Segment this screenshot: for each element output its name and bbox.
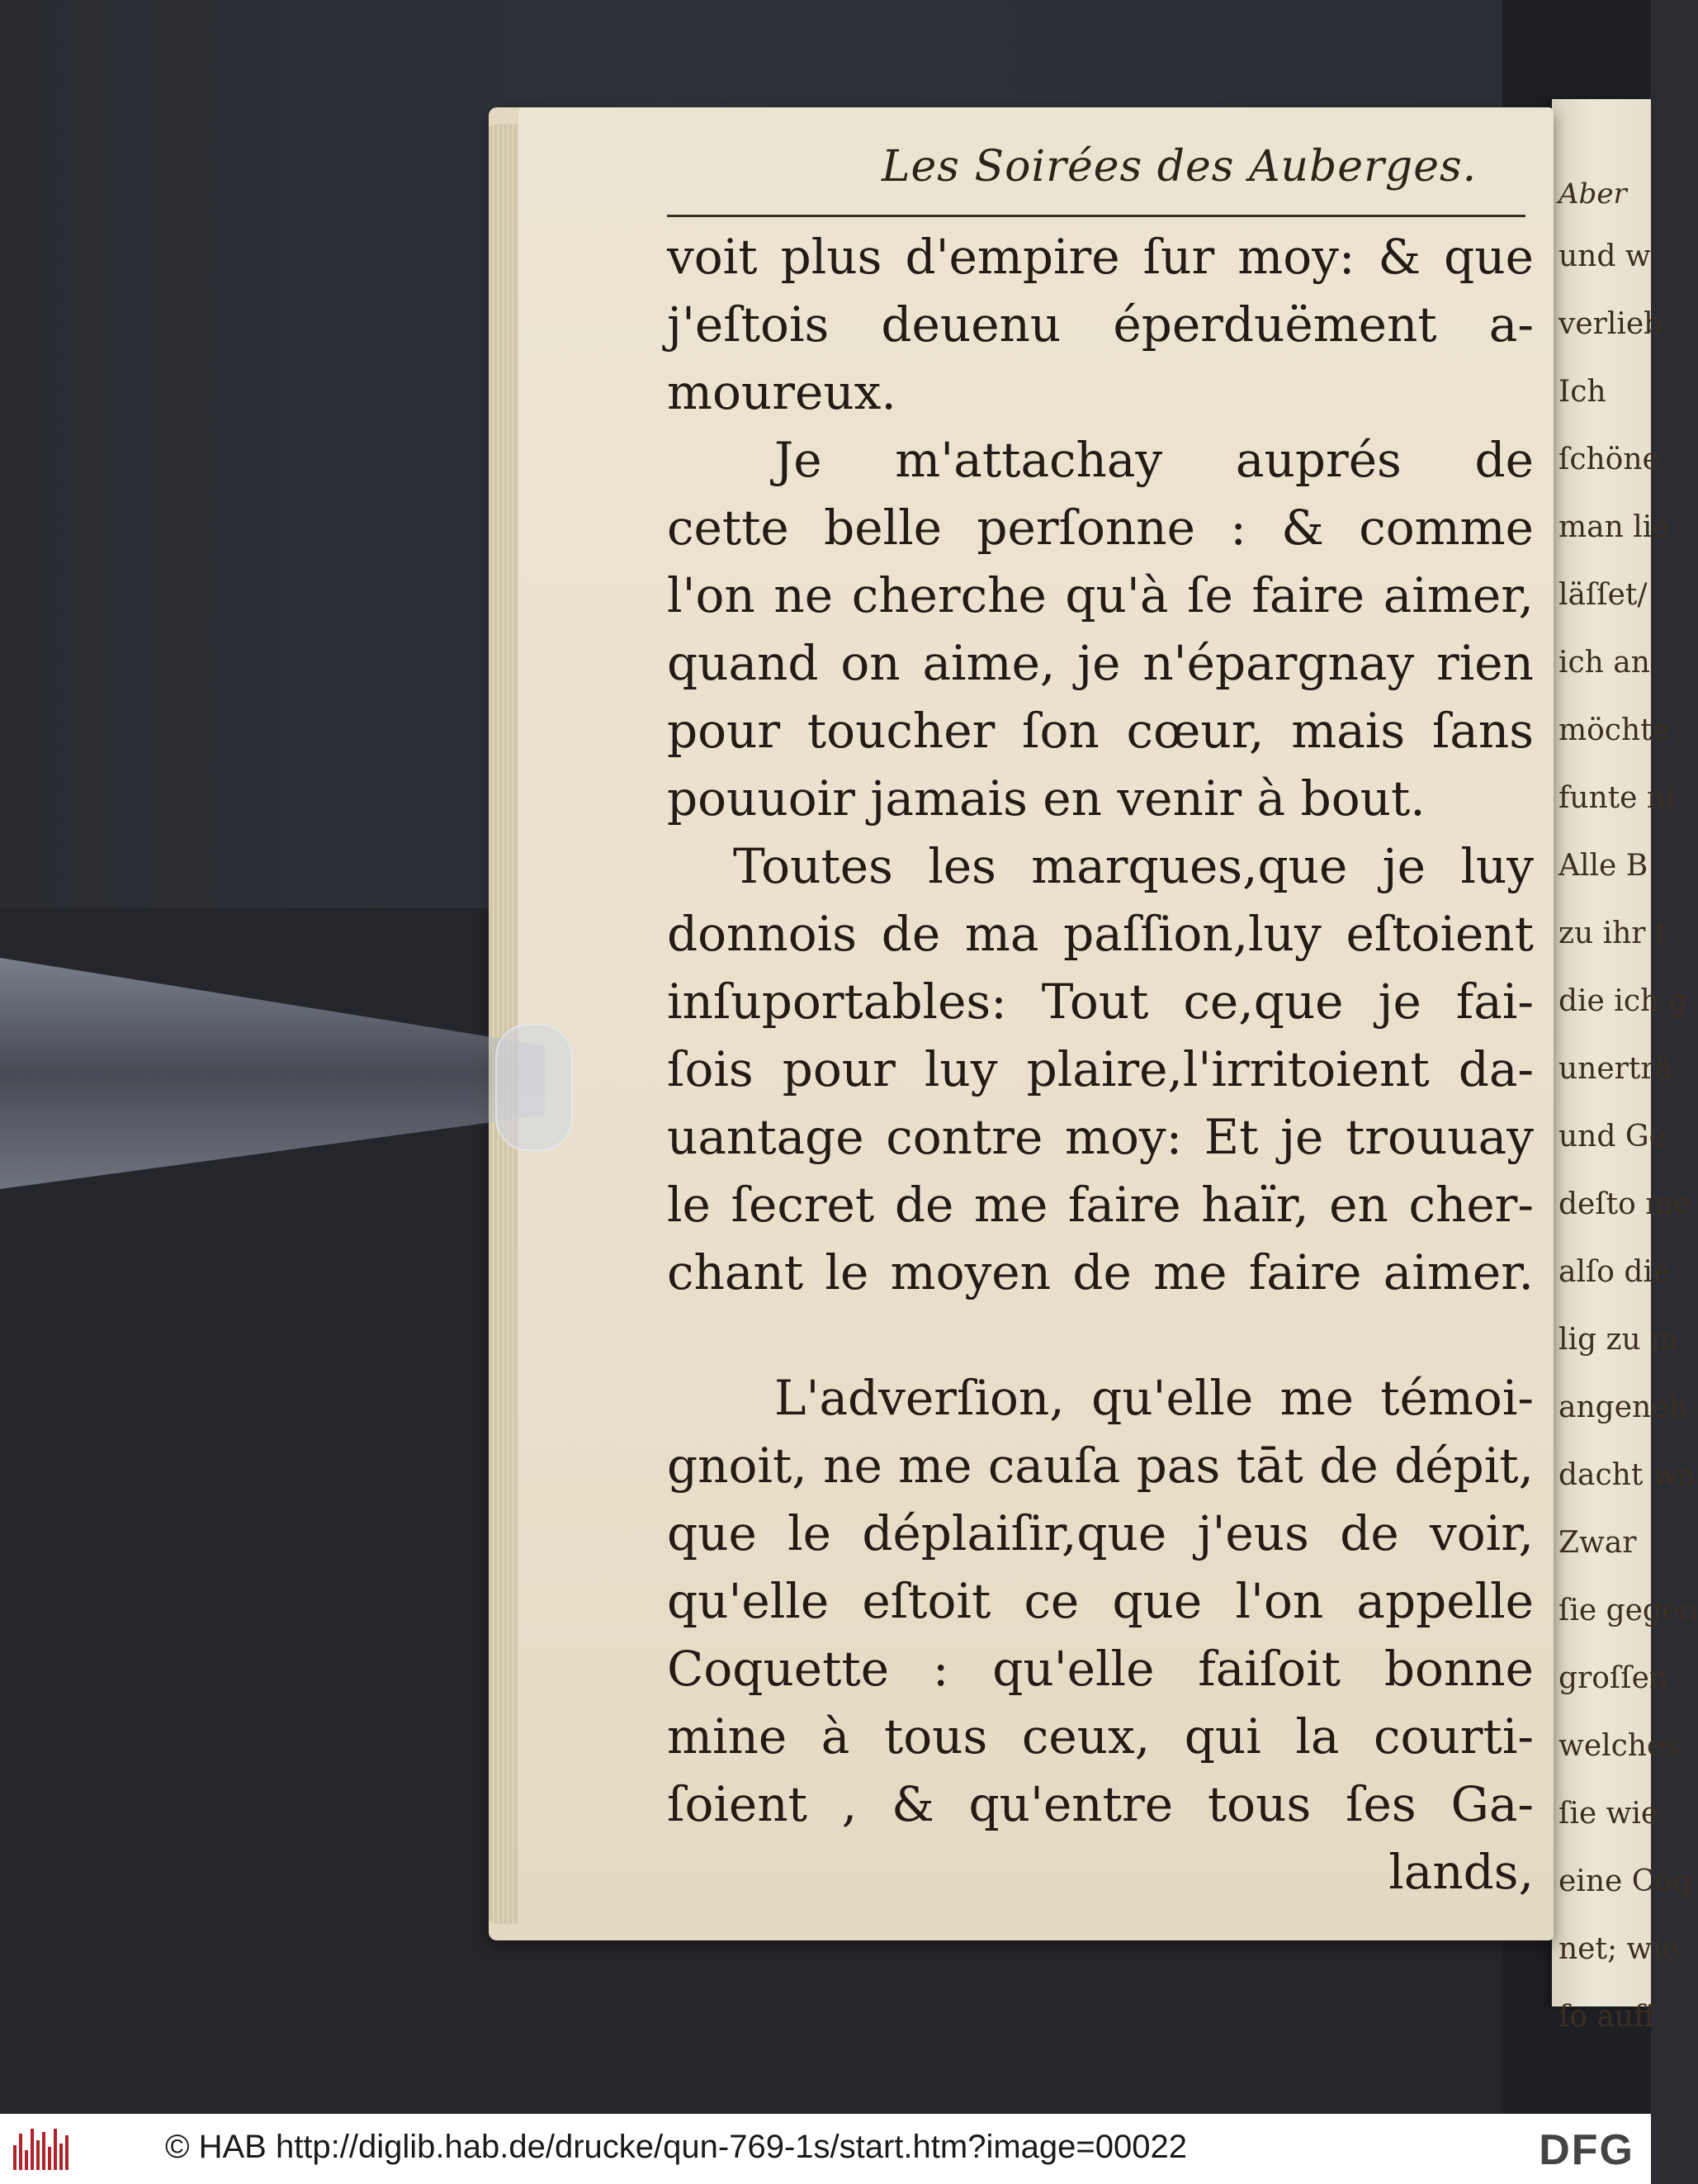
facing-line: eine Coq: [1558, 1864, 1692, 1898]
text-line: mine à tous ceux, qui la courti-: [667, 1708, 1534, 1765]
text-line: cette belle perſonne : & comme: [667, 500, 1534, 556]
text-line: uantage contre moy: Et je trouuay: [667, 1109, 1534, 1165]
facing-line: dacht wa: [1558, 1458, 1696, 1492]
page-text: [667, 223, 1534, 1906]
text-line: ſoient , & qu'entre tous ſes Ga-: [667, 1776, 1534, 1832]
facing-page: [1552, 99, 1698, 2034]
facing-line: Ich: [1558, 375, 1606, 409]
facing-line: Zwar: [1558, 1526, 1637, 1560]
running-head: Les Soirées des Auberges.: [882, 142, 1478, 192]
facing-line: ſie gegen: [1558, 1594, 1698, 1627]
facing-line: und Ge: [1558, 1120, 1667, 1154]
facing-line: ſie wie: [1558, 1797, 1659, 1831]
facing-line: alſo die: [1558, 1255, 1671, 1289]
text-line: L'adverſion, qu'elle me témoi-: [774, 1370, 1534, 1426]
catchword: lands,: [1388, 1844, 1534, 1900]
text-line: l'on ne cherche qu'à ſe faire aimer,: [667, 567, 1534, 623]
text-line: gnoit, ne me cauſa pas tāt de dépit,: [667, 1438, 1534, 1494]
header-rule: [667, 215, 1525, 217]
book-page-block: [489, 107, 1554, 1940]
facing-line: Aber: [1558, 178, 1627, 211]
footer-bar: [0, 2114, 1651, 2184]
text-line: voit plus d'empire ſur moy: & que: [667, 229, 1534, 285]
text-line: quand on aime, je n'épargnay rien: [667, 635, 1534, 691]
paragraph-gap: [667, 1306, 1534, 1364]
facing-line: die ich g: [1558, 984, 1688, 1018]
text-line: pour toucher ſon cœur, mais ſans: [667, 703, 1534, 759]
text-line: pouuoir jamais en venir à bout.: [667, 770, 1426, 827]
facing-line: ich an: [1558, 646, 1650, 680]
text-line: Je m'attachay auprés de: [774, 432, 1534, 488]
text-line: moureux.: [667, 364, 896, 420]
hab-logo-icon: [13, 2129, 69, 2170]
text-line: le ſecret de me faire haïr, en cher-: [667, 1177, 1534, 1233]
facing-line: ſchöne: [1558, 443, 1660, 476]
facing-line: funte ni: [1558, 781, 1676, 815]
text-line: Coquette : qu'elle faiſoit bonne: [667, 1641, 1534, 1697]
facing-line: angeneh: [1558, 1390, 1688, 1424]
text-line: Toutes les marques,que je luy: [733, 838, 1534, 894]
facing-line: lig zu m: [1558, 1323, 1679, 1357]
text-line: donnois de ma paſſion,luy eſtoient: [667, 906, 1534, 962]
text-line: j'eſtois deuenu éperduëment a-: [667, 296, 1534, 353]
text-line: qu'elle eſtoit ce que l'on appelle: [667, 1573, 1534, 1629]
facing-line: groſſen: [1558, 1661, 1669, 1695]
facing-line: Alle B: [1558, 849, 1648, 883]
facing-line: deſto me: [1558, 1187, 1691, 1221]
text-line: que le déplaiſir,que j'eus de voir,: [667, 1505, 1534, 1561]
page-holder-tip: [495, 1024, 573, 1151]
footer-credit-link[interactable]: © HAB http://diglib.hab.de/drucke/qun-769-1s/start.htm?image=00022: [165, 2129, 1187, 2165]
facing-line: verlieb: [1558, 307, 1663, 341]
text-line: chant le moyen de me faire aimer.: [667, 1244, 1534, 1300]
facing-line: ſo auff: [1558, 2000, 1655, 2034]
dfg-logo: DFG: [1539, 2126, 1634, 2174]
facing-line: net; wie: [1558, 1932, 1680, 1966]
facing-line: unerträ: [1558, 1052, 1673, 1086]
facing-line: welches: [1558, 1729, 1680, 1763]
facing-line: läſſet/: [1558, 578, 1648, 612]
text-line: ſois pour luy plaire,l'irritoient da-: [667, 1041, 1534, 1097]
book-page: [518, 107, 1554, 1940]
facing-line: und w: [1558, 239, 1651, 273]
facing-line: zu ihr t: [1558, 917, 1667, 950]
page-edges: [489, 124, 522, 1924]
text-line: inſuportables: Tout ce,que je fai-: [667, 974, 1534, 1030]
facing-line: möchte: [1558, 713, 1670, 747]
facing-line: man lie: [1558, 510, 1670, 544]
